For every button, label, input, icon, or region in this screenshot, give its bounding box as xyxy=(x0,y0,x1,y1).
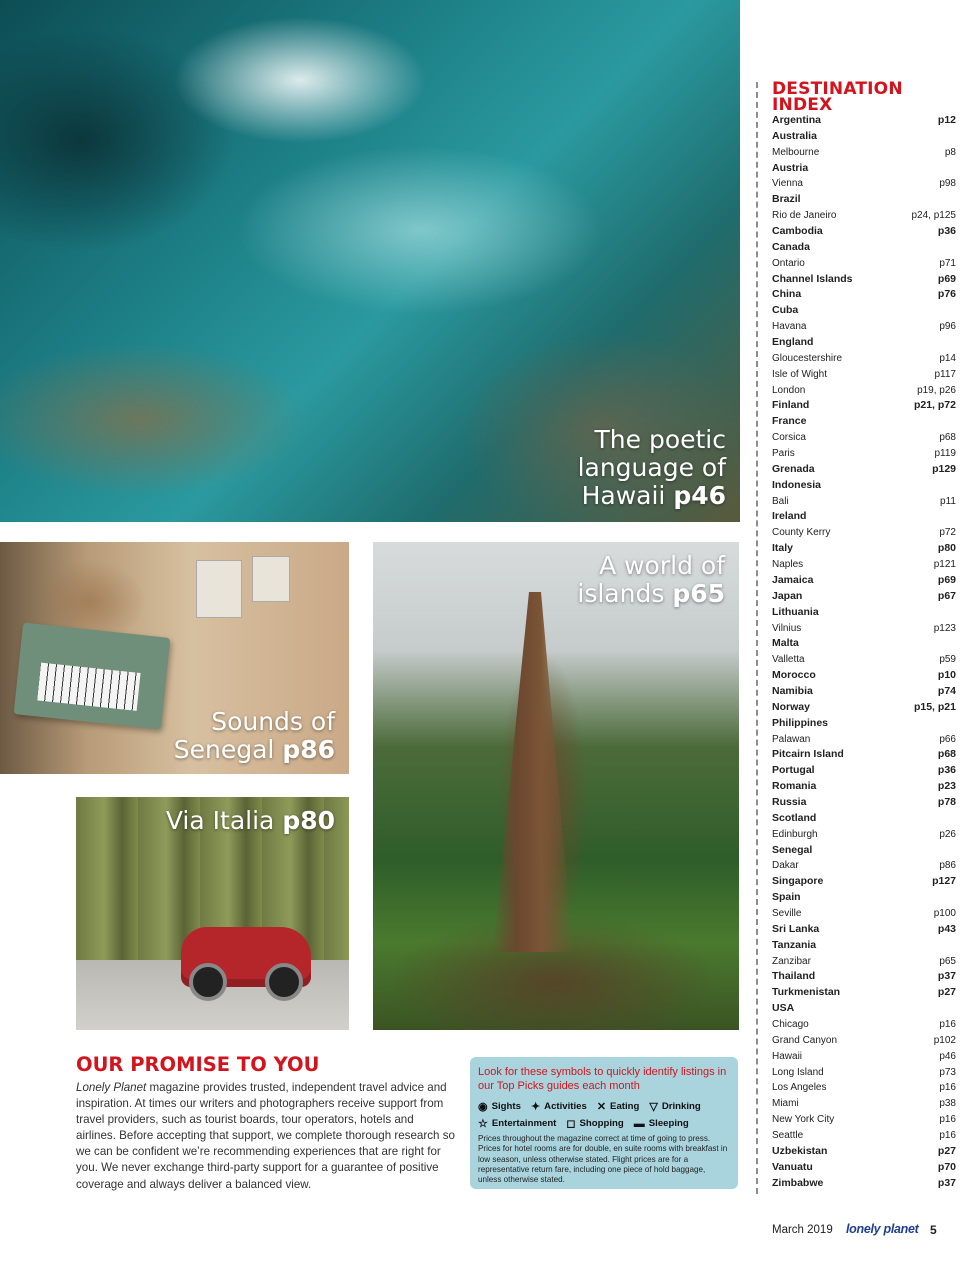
index-entry-name: Romania xyxy=(772,780,817,793)
index-entry-page: p12 xyxy=(937,114,956,126)
index-entry-page: p119 xyxy=(934,448,956,460)
promise-body xyxy=(76,1080,456,1193)
index-entry-page: p70 xyxy=(937,1160,956,1173)
symbols-intro: Look for these symbols to quickly identify listings in our Top Picks guides each month xyxy=(478,1066,727,1092)
islands-caption: A world of islands p65 xyxy=(577,551,725,608)
index-entry-name: Canada xyxy=(772,240,810,253)
index-entry-name: Finland xyxy=(772,399,810,412)
index-entry-page: p98 xyxy=(939,178,956,190)
symbol-sights: ◉ Sights xyxy=(478,1101,521,1113)
index-entry xyxy=(772,684,956,700)
symbol-shopping: ◻ Shopping xyxy=(566,1118,624,1130)
index-entry-page: p27 xyxy=(937,986,956,999)
index-entry xyxy=(772,1096,956,1112)
index-entry-name: Portugal xyxy=(772,764,815,777)
index-entry xyxy=(772,462,956,478)
index-entry-name: Indonesia xyxy=(772,478,822,491)
index-entry-name: Valletta xyxy=(772,654,805,666)
index-entry-name: Philippines xyxy=(772,716,829,729)
index-entry xyxy=(772,1049,956,1065)
index-entry-page: p16 xyxy=(939,1130,956,1141)
symbol-activities: ✦ Activities xyxy=(530,1101,587,1113)
index-entry-name: Corsica xyxy=(772,432,806,444)
portrait-poster xyxy=(196,560,242,618)
index-entry-page: p37 xyxy=(937,970,956,983)
index-entry-name: Vienna xyxy=(772,178,803,190)
index-entry xyxy=(772,113,956,129)
index-entry-page: p23 xyxy=(937,780,956,793)
index-entry-name: Brazil xyxy=(772,193,801,206)
index-entry-name: Russia xyxy=(772,795,807,808)
index-entry xyxy=(772,145,956,161)
index-entry-page: p38 xyxy=(939,1098,956,1110)
index-entry-page: p59 xyxy=(939,654,956,666)
index-entry-name: Italy xyxy=(772,542,794,555)
index-entry-page: p102 xyxy=(933,1034,956,1046)
index-entry-name: Japan xyxy=(772,589,803,602)
italy-caption: Via Italia p80 xyxy=(165,806,335,835)
index-entry xyxy=(772,1128,956,1144)
index-entry-page: p66 xyxy=(939,733,956,745)
index-entry xyxy=(772,1065,956,1081)
index-entry xyxy=(772,176,956,192)
index-entry-page: p14 xyxy=(939,352,956,364)
index-entry-name: Zimbabwe xyxy=(772,1176,824,1189)
index-entry-page: p36 xyxy=(937,225,956,238)
index-entry-page: p24, p125 xyxy=(911,210,956,222)
index-entry-page: p10 xyxy=(937,669,956,682)
index-entry-page: p74 xyxy=(937,684,956,697)
index-entry xyxy=(772,383,956,399)
glass-icon: ▽ xyxy=(649,1101,658,1113)
index-entry-page: p15, p21 xyxy=(913,700,956,713)
index-entry-name: Thailand xyxy=(772,970,816,983)
hawaii-ocean-photo xyxy=(0,0,740,522)
index-entry-page: p72 xyxy=(939,527,956,539)
index-entry-name: Malta xyxy=(772,637,799,650)
index-entry xyxy=(772,557,956,573)
index-entry xyxy=(772,224,956,240)
index-entry xyxy=(772,335,956,351)
index-entry-name: Miami xyxy=(772,1098,799,1110)
promise-section xyxy=(76,1053,456,1193)
index-entry-name: England xyxy=(772,336,814,349)
star-icon: ☆ xyxy=(478,1118,488,1130)
prices-note: Prices throughout the magazine correct at time of going to press. Prices for hotel rooms are for double, en suite rooms with breakfast in low season, unless otherwise stated. Flight prices are for a representative return fare, including one piece of hold baggage, unless otherwise stated. xyxy=(478,1134,728,1185)
index-entry-page: p71 xyxy=(939,257,956,269)
index-entry xyxy=(772,668,956,684)
index-entry-name: Namibia xyxy=(772,684,813,697)
index-entry-name: Vilnius xyxy=(772,622,802,634)
index-entry-page: p11 xyxy=(940,495,956,507)
index-entry-name: Sri Lanka xyxy=(772,922,820,935)
index-entry-page: p19, p26 xyxy=(917,384,956,396)
index-entry xyxy=(772,525,956,541)
portrait-poster xyxy=(252,556,290,602)
index-entry-name: Grenada xyxy=(772,462,815,475)
index-entry xyxy=(772,621,956,637)
index-entry-name: Edinburgh xyxy=(772,828,818,840)
senegal-caption: Sounds of Senegal p86 xyxy=(173,707,335,764)
eye-icon: ◉ xyxy=(478,1101,488,1113)
index-entry-name: Gloucestershire xyxy=(772,352,843,364)
index-entry-name: Seattle xyxy=(772,1130,804,1141)
index-entry xyxy=(772,827,956,843)
index-entry-name: Australia xyxy=(772,129,817,142)
index-entry-name: Grand Canyon xyxy=(772,1034,838,1046)
index-entry-page: p86 xyxy=(939,860,956,872)
index-entry xyxy=(772,1144,956,1160)
index-entry xyxy=(772,874,956,890)
index-entry xyxy=(772,652,956,668)
index-entry-name: Vanuatu xyxy=(772,1160,813,1173)
index-entry-name: Chicago xyxy=(772,1018,809,1030)
index-entry-name: Isle of Wight xyxy=(772,368,828,380)
symbols-row xyxy=(478,1117,730,1130)
index-entry-name: Jamaica xyxy=(772,573,814,586)
symbol-sleeping: ▬ Sleeping xyxy=(633,1117,689,1130)
index-entry-name: London xyxy=(772,384,806,396)
page-footer xyxy=(772,1222,942,1242)
index-entry-page: p69 xyxy=(937,272,956,285)
index-entry-name: Cambodia xyxy=(772,225,823,238)
bed-icon: ▬ xyxy=(633,1117,645,1130)
destination-list xyxy=(772,113,956,1191)
index-entry-name: Ontario xyxy=(772,257,805,269)
index-entry-page: p16 xyxy=(939,1082,956,1094)
index-entry-name: Palawan xyxy=(772,733,811,745)
index-entry-page: p123 xyxy=(933,622,956,634)
index-entry xyxy=(772,811,956,827)
index-entry-page: p129 xyxy=(932,462,956,475)
index-entry-page: p65 xyxy=(939,955,956,967)
index-entry-page: p26 xyxy=(939,828,956,840)
promise-text: magazine provides trusted, independent travel advice and inspiration. At times our writers and photographers receive support from travel providers, such as tourist boards, tour operators, hotels and airlines. Before accepting that support, we complete thorough research so we can be confident we’re recommending experiences that are right for you. We never exchange third-party support for a guarantee of positive coverage and always deliver a balanced view. xyxy=(76,1081,455,1191)
destination-index xyxy=(756,79,956,1194)
index-entry-page: p127 xyxy=(932,875,956,888)
index-entry xyxy=(772,969,956,985)
index-entry-name: Morocco xyxy=(772,669,816,682)
index-entry-name: Melbourne xyxy=(772,146,820,158)
index-entry-page: p76 xyxy=(937,288,956,301)
index-entry-name: Norway xyxy=(772,700,810,713)
index-entry xyxy=(772,906,956,922)
index-entry xyxy=(772,922,956,938)
index-entry-name: Ireland xyxy=(772,510,807,523)
index-entry-name: Senegal xyxy=(772,843,813,856)
index-entry-page: p68 xyxy=(939,432,956,444)
index-entry-page: p100 xyxy=(933,907,956,919)
index-entry xyxy=(772,319,956,335)
activity-icon: ✦ xyxy=(530,1101,541,1113)
index-entry-name: County Kerry xyxy=(772,527,831,539)
index-entry xyxy=(772,256,956,272)
keyboard-illustration xyxy=(14,623,171,730)
index-entry-name: Lithuania xyxy=(772,605,819,618)
page-number: 5 xyxy=(930,1223,937,1237)
index-entry-name: Naples xyxy=(772,559,804,571)
index-entry-page: p16 xyxy=(939,1018,956,1030)
symbol-eating: ✕ Eating xyxy=(596,1101,640,1113)
destination-index-title: DESTINATION INDEX xyxy=(772,79,903,115)
index-entry xyxy=(772,430,956,446)
index-entry xyxy=(772,747,956,763)
index-entry-name: Havana xyxy=(772,321,807,333)
index-entry-page: p21, p72 xyxy=(913,399,956,412)
index-entry-page: p69 xyxy=(937,573,956,586)
index-entry xyxy=(772,938,956,954)
index-entry xyxy=(772,716,956,732)
index-entry xyxy=(772,1176,956,1192)
index-entry-name: Cuba xyxy=(772,304,799,317)
index-entry-page: p68 xyxy=(937,748,956,761)
index-entry-name: Rio de Janeiro xyxy=(772,210,837,222)
index-entry-name: Austria xyxy=(772,161,809,174)
index-entry-name: Singapore xyxy=(772,875,824,888)
index-entry xyxy=(772,954,956,970)
index-entry-page: p67 xyxy=(937,589,956,602)
wooden-tower-illustration xyxy=(493,592,573,952)
index-entry-name: Seville xyxy=(772,907,802,919)
index-entry xyxy=(772,1033,956,1049)
index-entry-page: p73 xyxy=(939,1066,956,1078)
index-entry-name: Long Island xyxy=(772,1066,824,1078)
index-entry xyxy=(772,494,956,510)
symbols-row xyxy=(478,1100,730,1113)
promise-title: OUR PROMISE TO YOU xyxy=(76,1053,320,1076)
index-entry-page: p43 xyxy=(937,922,956,935)
index-entry xyxy=(772,398,956,414)
index-entry xyxy=(772,890,956,906)
index-entry xyxy=(772,129,956,145)
index-entry xyxy=(772,985,956,1001)
index-entry xyxy=(772,779,956,795)
index-entry xyxy=(772,367,956,383)
index-entry-page: p36 xyxy=(937,764,956,777)
index-entry-name: Hawaii xyxy=(772,1050,803,1062)
index-entry-page: p121 xyxy=(933,559,956,571)
index-entry xyxy=(772,161,956,177)
index-entry-name: Turkmenistan xyxy=(772,986,841,999)
index-entry-name: Scotland xyxy=(772,811,817,824)
index-entry xyxy=(772,843,956,859)
symbols-legend xyxy=(470,1057,738,1189)
symbol-entertainment: ☆ Entertainment xyxy=(478,1118,557,1130)
index-entry xyxy=(772,240,956,256)
index-entry xyxy=(772,192,956,208)
index-entry xyxy=(772,208,956,224)
index-entry xyxy=(772,272,956,288)
index-entry xyxy=(772,446,956,462)
index-entry-page: p96 xyxy=(939,321,956,333)
cutlery-icon: ✕ xyxy=(596,1101,607,1113)
index-entry-name: New York City xyxy=(772,1114,835,1126)
index-entry xyxy=(772,303,956,319)
index-entry-page: p46 xyxy=(939,1050,956,1062)
index-entry xyxy=(772,636,956,652)
index-entry xyxy=(772,795,956,811)
index-entry-page: p37 xyxy=(937,1176,956,1189)
index-entry-name: Pitcairn Island xyxy=(772,748,844,761)
index-entry xyxy=(772,478,956,494)
index-entry xyxy=(772,763,956,779)
italy-car-photo xyxy=(76,797,349,1030)
magazine-name: Lonely Planet xyxy=(76,1081,147,1094)
index-entry xyxy=(772,700,956,716)
index-entry-page: p27 xyxy=(937,1144,956,1157)
brand-logo: lonely planet xyxy=(846,1222,919,1236)
issue-date: March 2019 xyxy=(772,1224,833,1236)
index-entry-name: Channel Islands xyxy=(772,272,853,285)
index-entry-name: Bali xyxy=(772,495,789,507)
symbol-drinking: ▽ Drinking xyxy=(649,1101,701,1113)
index-entry-name: Tanzania xyxy=(772,938,817,951)
index-entry xyxy=(772,573,956,589)
senegal-keyboard-photo xyxy=(0,542,349,774)
index-entry-name: USA xyxy=(772,1002,795,1015)
index-entry xyxy=(772,589,956,605)
index-entry-name: Paris xyxy=(772,448,795,460)
index-entry-name: Spain xyxy=(772,891,801,904)
index-entry xyxy=(772,732,956,748)
index-entry xyxy=(772,509,956,525)
index-entry-name: Zanzibar xyxy=(772,955,811,967)
index-entry xyxy=(772,414,956,430)
index-entry xyxy=(772,541,956,557)
index-entry xyxy=(772,287,956,303)
index-entry-name: Uzbekistan xyxy=(772,1144,828,1157)
index-entry-page: p8 xyxy=(944,146,956,158)
index-entry-page: p117 xyxy=(934,368,956,380)
index-entry xyxy=(772,1112,956,1128)
index-entry xyxy=(772,1080,956,1096)
hawaii-caption: The poetic language of Hawaii p46 xyxy=(577,425,726,510)
index-entry-name: Dakar xyxy=(772,860,799,872)
index-entry xyxy=(772,1017,956,1033)
index-entry-name: France xyxy=(772,415,807,428)
index-entry-name: Los Angeles xyxy=(772,1082,827,1094)
islands-tower-photo xyxy=(373,542,739,1030)
index-entry xyxy=(772,1001,956,1017)
index-entry-page: p78 xyxy=(937,795,956,808)
index-entry xyxy=(772,858,956,874)
index-entry-name: Argentina xyxy=(772,114,822,126)
index-entry xyxy=(772,605,956,621)
index-entry xyxy=(772,1160,956,1176)
bag-icon: ◻ xyxy=(566,1118,576,1130)
index-entry xyxy=(772,351,956,367)
index-entry-page: p16 xyxy=(939,1114,956,1126)
index-entry-page: p80 xyxy=(937,542,956,555)
index-entry-name: China xyxy=(772,288,802,301)
red-car-illustration xyxy=(181,927,311,987)
